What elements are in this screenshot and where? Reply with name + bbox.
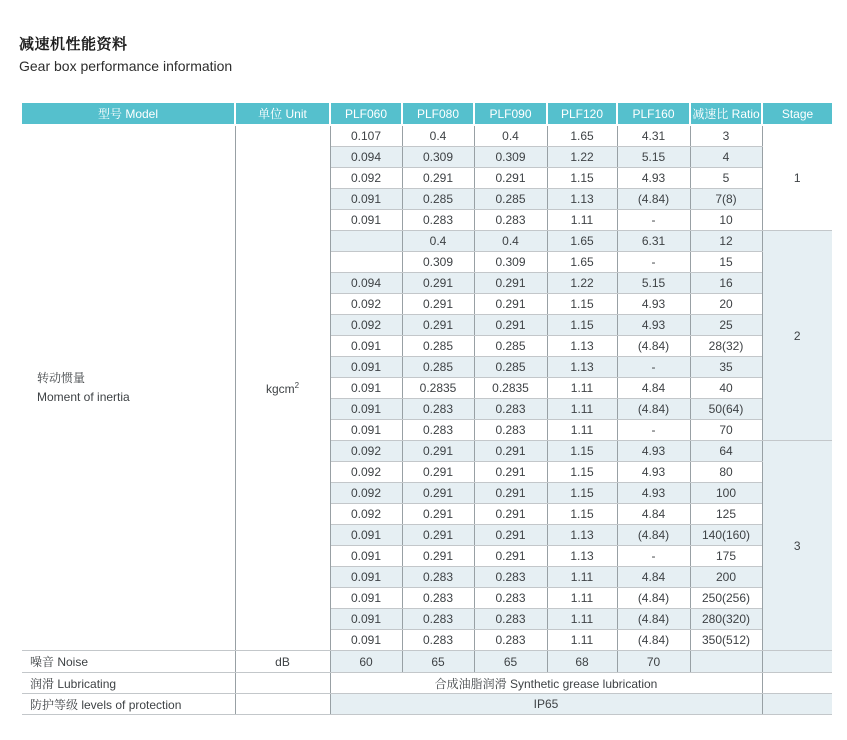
cell-plf080: 0.285: [402, 357, 474, 378]
cell-plf080: 0.291: [402, 504, 474, 525]
cell-plf160: 5.15: [617, 273, 690, 294]
cell-plf160: 4.93: [617, 294, 690, 315]
cell-plf160: 4.93: [617, 483, 690, 504]
cell-ratio: 200: [690, 567, 762, 588]
cell-plf080: 0.291: [402, 315, 474, 336]
cell-plf160: 4.93: [617, 168, 690, 189]
cell-plf080: 0.291: [402, 462, 474, 483]
header-stage: Stage: [762, 103, 832, 125]
cell-plf080: 0.291: [402, 273, 474, 294]
cell-plf060: 0.091: [330, 630, 402, 651]
cell-plf090: 0.283: [474, 630, 547, 651]
cell-plf120: 1.11: [547, 399, 617, 420]
cell-plf060: 0.094: [330, 273, 402, 294]
cell-plf120: 1.65: [547, 125, 617, 147]
cell-plf120: 1.13: [547, 546, 617, 567]
header-plf090: PLF090: [474, 103, 547, 125]
cell-plf090: 0.291: [474, 546, 547, 567]
cell-plf090: 0.291: [474, 273, 547, 294]
header-plf160: PLF160: [617, 103, 690, 125]
cell-plf160: (4.84): [617, 189, 690, 210]
cell-plf090: 0.291: [474, 168, 547, 189]
cell-plf090: 0.283: [474, 567, 547, 588]
cell-plf080: 0.283: [402, 609, 474, 630]
cell-plf120: 1.22: [547, 273, 617, 294]
cell-plf060: 0.091: [330, 210, 402, 231]
cell-plf060: 0.092: [330, 315, 402, 336]
cell-plf060: 0.091: [330, 567, 402, 588]
cell-ratio: 100: [690, 483, 762, 504]
cell-ratio: 40: [690, 378, 762, 399]
cell-plf060: 0.092: [330, 504, 402, 525]
cell-ratio: 64: [690, 441, 762, 462]
cell-ratio: 3: [690, 125, 762, 147]
cell-plf090: 0.285: [474, 357, 547, 378]
cell-ratio: 4: [690, 147, 762, 168]
cell-plf080: 0.291: [402, 525, 474, 546]
cell-ratio: 25: [690, 315, 762, 336]
cell-plf080: 0.291: [402, 441, 474, 462]
cell-plf160: -: [617, 420, 690, 441]
cell-plf060: 0.091: [330, 525, 402, 546]
unit-base: kgcm: [265, 381, 295, 396]
lubricating-row: [22, 673, 832, 694]
cell-plf160: (4.84): [617, 630, 690, 651]
cell-plf090: 0.4: [474, 231, 547, 252]
cell-plf090: 0.2835: [474, 378, 547, 399]
cell-plf160: -: [617, 252, 690, 273]
cell-plf060: 0.092: [330, 294, 402, 315]
header-row: [22, 103, 832, 125]
cell-plf090: 0.309: [474, 147, 547, 168]
cell-plf080: 0.285: [402, 336, 474, 357]
cell-plf060: [330, 231, 402, 252]
cell-ratio: 20: [690, 294, 762, 315]
cell-plf080: 0.283: [402, 588, 474, 609]
cell-plf060: 0.092: [330, 441, 402, 462]
cell-ratio: 250(256): [690, 588, 762, 609]
cell-plf090: 0.283: [474, 588, 547, 609]
cell-plf120: 1.11: [547, 567, 617, 588]
lubricating-value: 合成油脂润滑 Synthetic grease lubrication: [330, 673, 762, 694]
cell-plf120: 1.15: [547, 315, 617, 336]
cell-plf060: 0.091: [330, 378, 402, 399]
cell-plf160: 6.31: [617, 231, 690, 252]
page-title-zh: 减速机性能资料: [19, 36, 128, 53]
cell-plf090: 0.283: [474, 609, 547, 630]
page-title-block: [19, 33, 232, 74]
cell-plf080: 0.4: [402, 231, 474, 252]
cell-plf160: -: [617, 210, 690, 231]
cell-ratio: 16: [690, 273, 762, 294]
cell-plf120: 1.15: [547, 462, 617, 483]
performance-table: [22, 103, 832, 715]
row-group-label: [22, 125, 235, 651]
lubricating-unit-empty: [235, 673, 330, 694]
cell-plf060: 0.091: [330, 189, 402, 210]
cell-plf120: 1.11: [547, 378, 617, 399]
cell-plf090: 0.291: [474, 483, 547, 504]
cell-plf060: 0.091: [330, 357, 402, 378]
cell-plf060: 0.091: [330, 546, 402, 567]
noise-label: 噪音 Noise: [22, 651, 235, 673]
cell-ratio: 80: [690, 462, 762, 483]
cell-plf160: (4.84): [617, 609, 690, 630]
inertia-row: [22, 125, 832, 147]
cell-ratio: 10: [690, 210, 762, 231]
header-model: 型号 Model: [22, 103, 235, 125]
cell-plf080: 0.291: [402, 294, 474, 315]
cell-plf120: 1.11: [547, 210, 617, 231]
cell-plf080: 0.283: [402, 567, 474, 588]
cell-plf060: 0.091: [330, 609, 402, 630]
cell-plf120: 1.15: [547, 504, 617, 525]
cell-plf160: 5.15: [617, 147, 690, 168]
cell-ratio: 15: [690, 252, 762, 273]
cell-plf120: 1.15: [547, 483, 617, 504]
cell-ratio: 280(320): [690, 609, 762, 630]
header-plf060: PLF060: [330, 103, 402, 125]
noise-plf090: 65: [474, 651, 547, 673]
unit-superscript: 2: [294, 380, 300, 390]
cell-plf080: 0.291: [402, 168, 474, 189]
cell-ratio: 12: [690, 231, 762, 252]
protection-label: 防护等级 levels of protection: [22, 694, 235, 715]
inertia-rows: [22, 125, 832, 651]
noise-stage-empty: [762, 651, 832, 673]
cell-plf160: (4.84): [617, 588, 690, 609]
cell-plf060: 0.091: [330, 336, 402, 357]
cell-plf160: 4.93: [617, 441, 690, 462]
cell-plf160: 4.84: [617, 504, 690, 525]
cell-plf120: 1.65: [547, 252, 617, 273]
row-group-label-en: Moment of inertia: [37, 390, 130, 404]
cell-plf120: 1.15: [547, 441, 617, 462]
protection-value: IP65: [330, 694, 762, 715]
stage-cell: 1: [762, 125, 832, 231]
header-plf080: PLF080: [402, 103, 474, 125]
cell-plf160: (4.84): [617, 525, 690, 546]
cell-plf120: 1.13: [547, 525, 617, 546]
cell-plf120: 1.22: [547, 147, 617, 168]
cell-plf080: 0.291: [402, 546, 474, 567]
cell-plf090: 0.285: [474, 336, 547, 357]
cell-plf060: [330, 252, 402, 273]
unit-value: [235, 125, 330, 651]
cell-plf080: 0.283: [402, 630, 474, 651]
cell-plf160: 4.84: [617, 567, 690, 588]
page-title-en: Gear box performance information: [19, 58, 233, 74]
cell-plf080: 0.4: [402, 125, 474, 147]
lubricating-stage-empty: [762, 673, 832, 694]
cell-plf120: 1.11: [547, 630, 617, 651]
cell-plf120: 1.15: [547, 168, 617, 189]
cell-plf080: 0.309: [402, 147, 474, 168]
cell-plf160: (4.84): [617, 399, 690, 420]
cell-plf080: 0.283: [402, 399, 474, 420]
header-ratio: 减速比 Ratio: [690, 103, 762, 125]
cell-ratio: 350(512): [690, 630, 762, 651]
stage-cell: 2: [762, 231, 832, 441]
noise-plf160: 70: [617, 651, 690, 673]
noise-row: [22, 651, 832, 673]
cell-plf060: 0.094: [330, 147, 402, 168]
cell-plf120: 1.13: [547, 357, 617, 378]
cell-plf060: 0.091: [330, 399, 402, 420]
cell-plf090: 0.291: [474, 504, 547, 525]
cell-ratio: 28(32): [690, 336, 762, 357]
cell-plf090: 0.283: [474, 420, 547, 441]
protection-row: [22, 694, 832, 715]
cell-plf090: 0.291: [474, 462, 547, 483]
cell-ratio: 140(160): [690, 525, 762, 546]
footer-rows: [22, 651, 832, 715]
noise-unit: dB: [235, 651, 330, 673]
protection-stage-empty: [762, 694, 832, 715]
cell-plf160: 4.31: [617, 125, 690, 147]
lubricating-label: 润滑 Lubricating: [22, 673, 235, 694]
cell-plf060: 0.092: [330, 168, 402, 189]
stage-cell: 3: [762, 441, 832, 651]
cell-plf090: 0.309: [474, 252, 547, 273]
cell-ratio: 175: [690, 546, 762, 567]
cell-ratio: 5: [690, 168, 762, 189]
protection-unit-empty: [235, 694, 330, 715]
cell-plf060: 0.092: [330, 483, 402, 504]
cell-ratio: 125: [690, 504, 762, 525]
header-unit: 单位 Unit: [235, 103, 330, 125]
row-group-label-zh: 转动惯量: [37, 371, 86, 385]
cell-plf120: 1.11: [547, 588, 617, 609]
cell-plf060: 0.091: [330, 420, 402, 441]
cell-plf060: 0.107: [330, 125, 402, 147]
cell-plf060: 0.092: [330, 462, 402, 483]
cell-plf090: 0.283: [474, 210, 547, 231]
cell-plf120: 1.65: [547, 231, 617, 252]
cell-ratio: 7(8): [690, 189, 762, 210]
cell-plf160: 4.93: [617, 315, 690, 336]
cell-plf080: 0.283: [402, 420, 474, 441]
cell-plf160: (4.84): [617, 336, 690, 357]
noise-plf080: 65: [402, 651, 474, 673]
cell-plf090: 0.291: [474, 315, 547, 336]
noise-plf060: 60: [330, 651, 402, 673]
cell-plf120: 1.11: [547, 420, 617, 441]
cell-plf080: 0.283: [402, 210, 474, 231]
cell-plf160: -: [617, 357, 690, 378]
cell-plf120: 1.13: [547, 336, 617, 357]
cell-plf160: -: [617, 546, 690, 567]
table-header: [22, 103, 832, 125]
cell-plf160: 4.93: [617, 462, 690, 483]
cell-plf090: 0.283: [474, 399, 547, 420]
cell-plf090: 0.285: [474, 189, 547, 210]
cell-ratio: 70: [690, 420, 762, 441]
cell-plf120: 1.11: [547, 609, 617, 630]
cell-plf060: 0.091: [330, 588, 402, 609]
cell-plf120: 1.13: [547, 189, 617, 210]
cell-plf160: 4.84: [617, 378, 690, 399]
cell-plf080: 0.2835: [402, 378, 474, 399]
header-plf120: PLF120: [547, 103, 617, 125]
cell-plf090: 0.4: [474, 125, 547, 147]
cell-plf080: 0.285: [402, 189, 474, 210]
cell-plf090: 0.291: [474, 525, 547, 546]
cell-plf120: 1.15: [547, 294, 617, 315]
cell-plf080: 0.309: [402, 252, 474, 273]
cell-plf090: 0.291: [474, 294, 547, 315]
cell-plf090: 0.291: [474, 441, 547, 462]
noise-ratio-empty: [690, 651, 762, 673]
cell-ratio: 35: [690, 357, 762, 378]
cell-plf080: 0.291: [402, 483, 474, 504]
noise-plf120: 68: [547, 651, 617, 673]
cell-ratio: 50(64): [690, 399, 762, 420]
